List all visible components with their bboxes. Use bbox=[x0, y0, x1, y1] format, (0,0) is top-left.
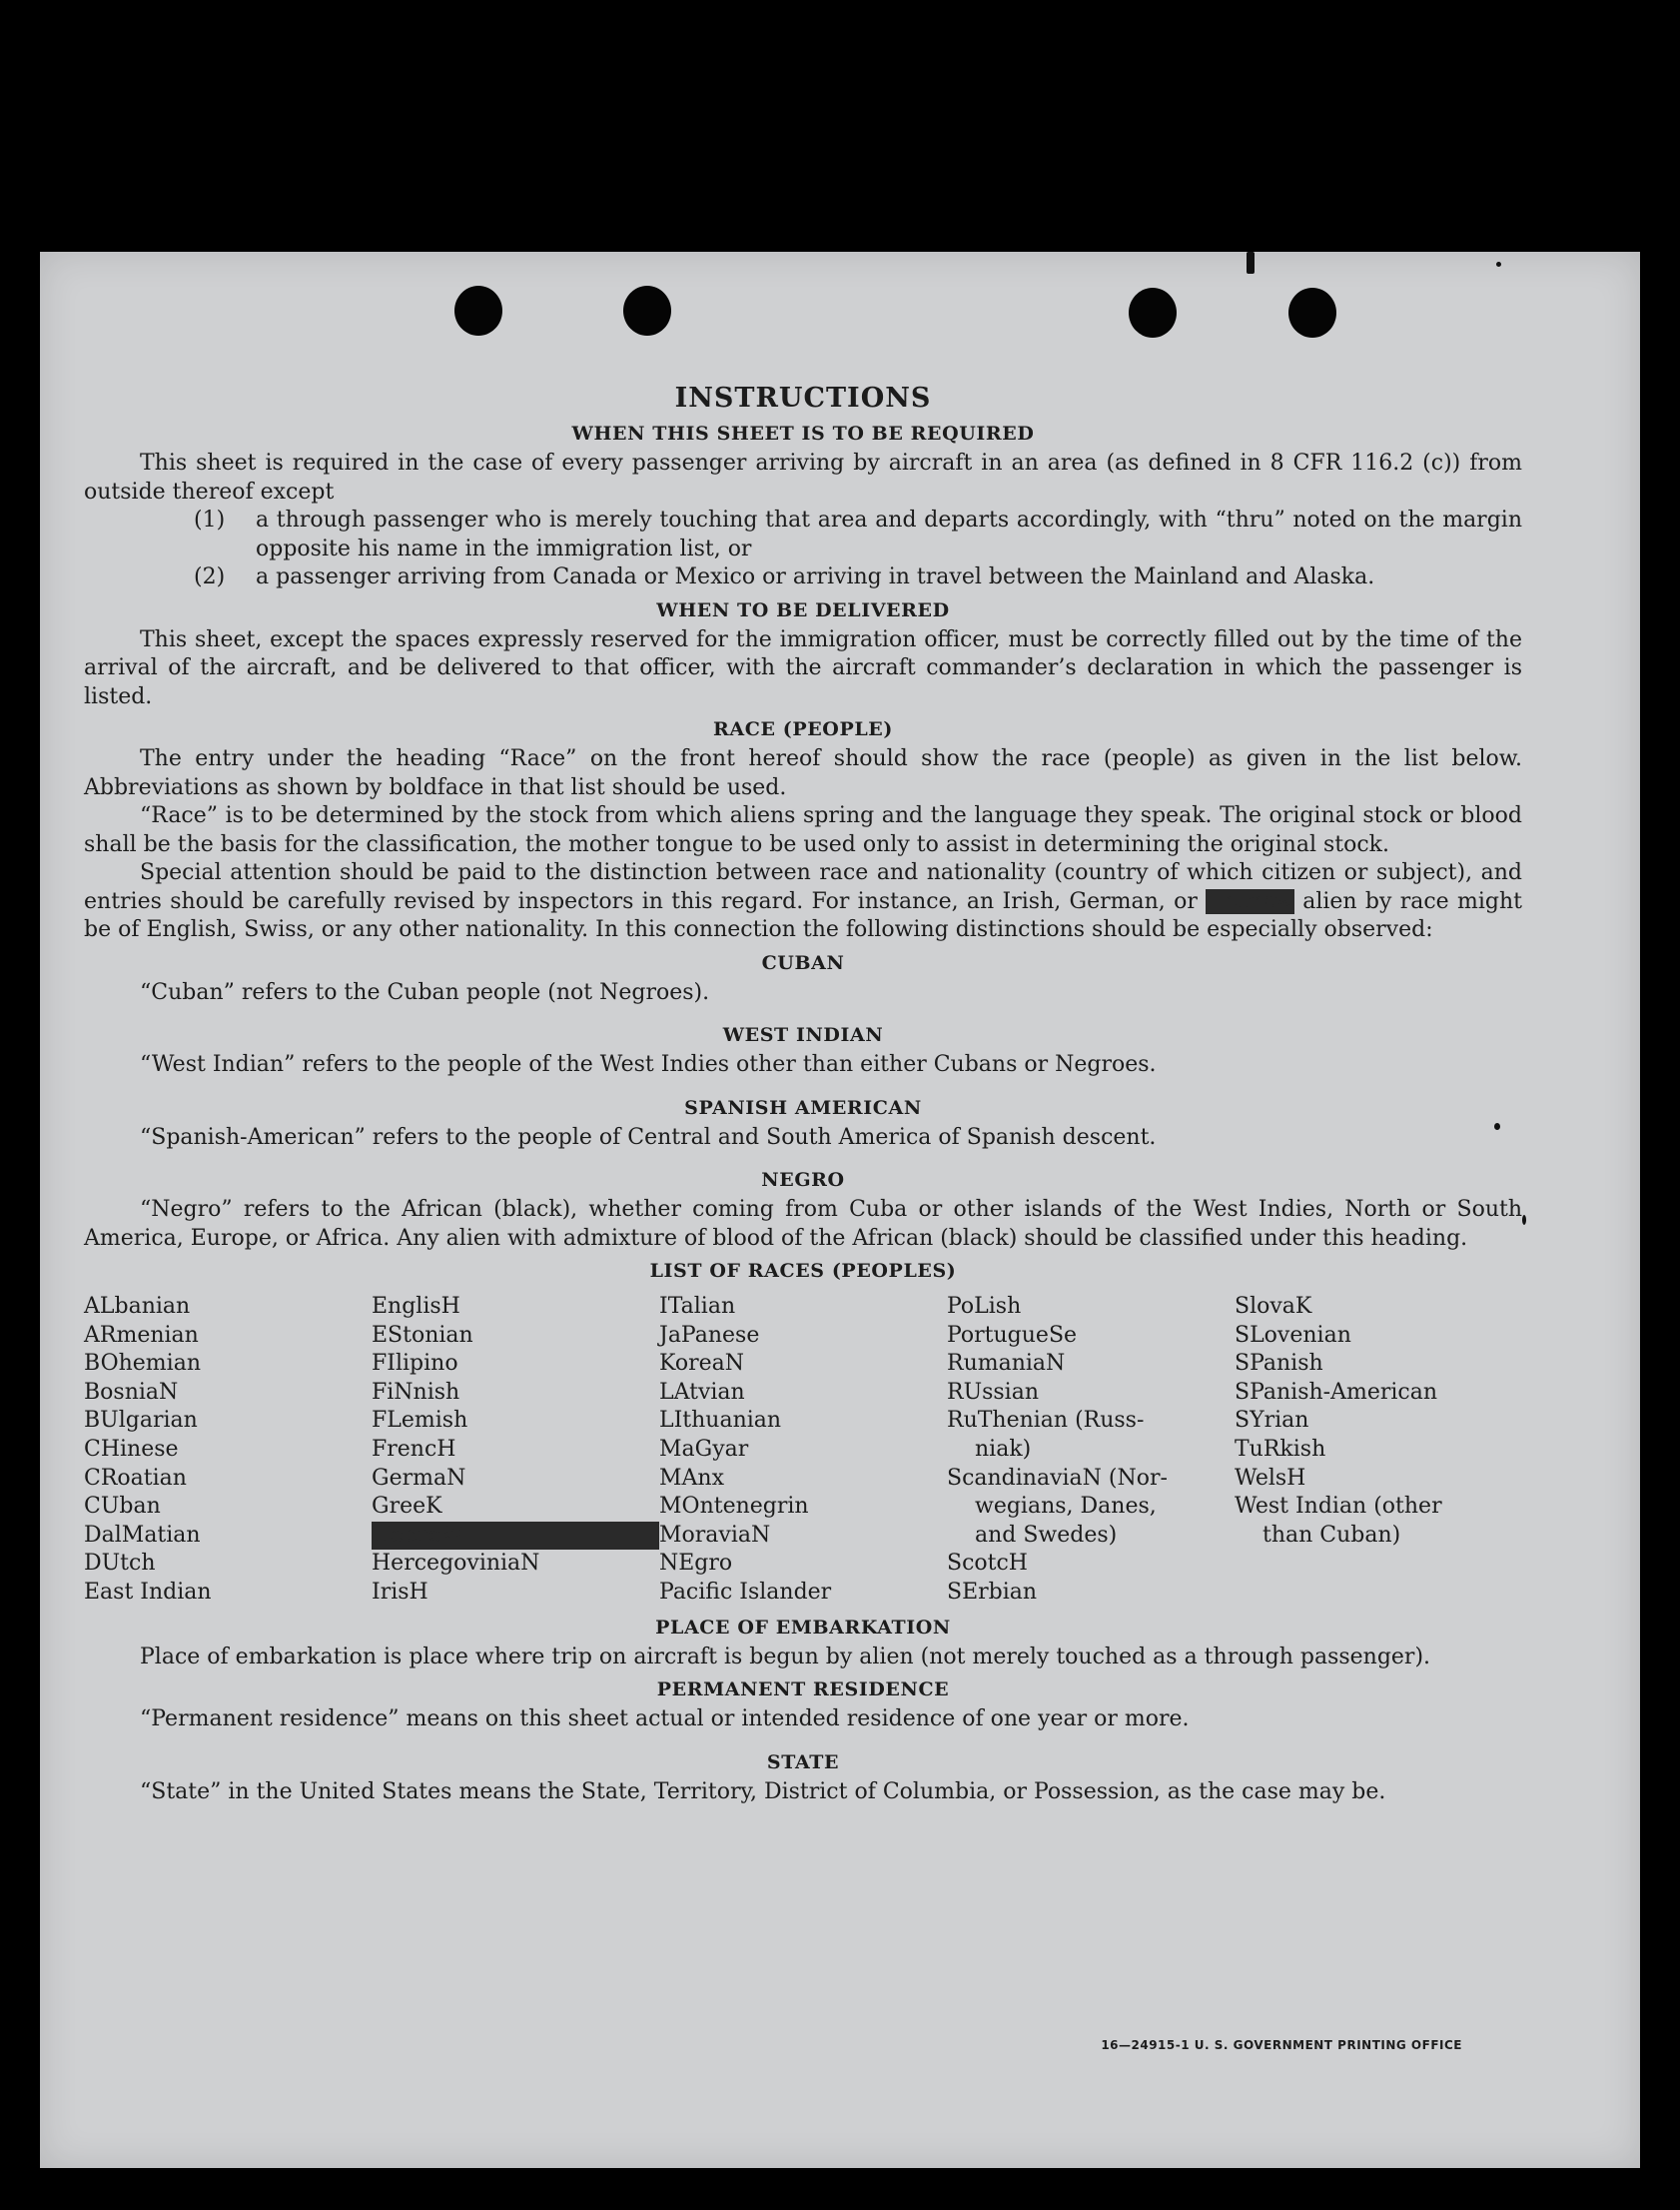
section-heading-west-indian: WEST INDIAN bbox=[722, 1024, 884, 1046]
struck-word: Hebrew bbox=[1206, 888, 1294, 914]
race-entry: JaPanese bbox=[659, 1322, 760, 1348]
race-entry: RumaniaN bbox=[947, 1351, 1066, 1377]
item-number: (2) bbox=[194, 564, 226, 589]
race-entry: ARmenian bbox=[84, 1322, 199, 1348]
race-entry: RuThenian (Russ- bbox=[947, 1408, 1145, 1434]
race-entry: FLemish bbox=[372, 1408, 468, 1434]
race-column bbox=[372, 1293, 659, 1608]
section-heading-spanish-american: SPANISH AMERICAN bbox=[684, 1096, 922, 1119]
ink-speck bbox=[1496, 262, 1501, 267]
spanish-american-text: “Spanish-American” refers to the people of Central and South America of Spanish descent. bbox=[140, 1124, 1157, 1150]
race-entry: ScandinaviaN (Nor- bbox=[947, 1465, 1168, 1491]
punch-hole bbox=[1288, 288, 1336, 338]
race-entry: BosniaN bbox=[84, 1379, 179, 1405]
race-entry: ITalian bbox=[659, 1294, 736, 1319]
race-entry: KoreaN bbox=[659, 1351, 744, 1377]
race-entry: and Swedes) bbox=[975, 1522, 1118, 1548]
punch-hole bbox=[623, 286, 671, 336]
section-heading-negro: NEGRO bbox=[761, 1169, 845, 1191]
race-column bbox=[659, 1293, 947, 1608]
race-entry: SPanish-American bbox=[1235, 1379, 1438, 1405]
race-entry: LAtvian bbox=[659, 1379, 745, 1405]
race-entry: PortugueSe bbox=[947, 1322, 1078, 1348]
race-entry: GermaN bbox=[372, 1465, 466, 1491]
punch-hole bbox=[1129, 288, 1177, 338]
race-entry: MoraviaN bbox=[659, 1522, 771, 1548]
race-entry: HebreW bbox=[372, 1522, 659, 1551]
race-entry: than Cuban) bbox=[1262, 1522, 1401, 1548]
race-paragraph-3-start: Special attention should be paid to the distinction between race and nationality (country of which citizen or subject), and entries should be carefully revised by inspectors in this regard. For instance, an Irish, German, or bbox=[84, 860, 1522, 914]
race-entry: ALbanian bbox=[84, 1294, 191, 1319]
race-entry: CHinese bbox=[84, 1436, 179, 1462]
race-column bbox=[84, 1293, 372, 1608]
section-heading-delivered: WHEN TO BE DELIVERED bbox=[656, 598, 950, 621]
race-entry: FIlipino bbox=[372, 1351, 458, 1377]
race-entry: LIthuanian bbox=[659, 1408, 782, 1434]
race-entry: NEgro bbox=[659, 1551, 733, 1577]
delivered-text: This sheet, except the spaces expressly reserved for the immigration officer, must be correctly filled out by the time of the arrival of the aircraft, and be delivered to that officer, with the aircraft commander’s declaration in which the passenger is listed. bbox=[84, 626, 1522, 709]
race-entry: SErbian bbox=[947, 1579, 1038, 1605]
race-entry: ScotcH bbox=[947, 1551, 1028, 1577]
section-heading-required: WHEN THIS SHEET IS TO BE REQUIRED bbox=[571, 423, 1035, 445]
race-list bbox=[84, 1293, 1522, 1608]
race-entry: BOhemian bbox=[84, 1351, 201, 1377]
race-entry: MOntenegrin bbox=[659, 1494, 809, 1520]
section-heading-cuban: CUBAN bbox=[761, 951, 845, 974]
exception-item bbox=[84, 563, 1522, 592]
race-entry: IrisH bbox=[372, 1579, 428, 1605]
race-entry: MAnx bbox=[659, 1465, 724, 1491]
race-entry: Pacific Islander bbox=[659, 1579, 832, 1605]
race-entry: wegians, Danes, bbox=[975, 1494, 1157, 1520]
race-column bbox=[1235, 1293, 1522, 1608]
race-entry: FrencH bbox=[372, 1436, 456, 1462]
race-entry: GreeK bbox=[372, 1494, 442, 1520]
item-text: a through passenger who is merely touching that area and departs accordingly, with “thru” noted on the margin opposite his name in the immigration list, or bbox=[256, 508, 1522, 561]
race-entry: DUtch bbox=[84, 1551, 156, 1577]
race-entry: West Indian (other bbox=[1235, 1494, 1442, 1520]
race-entry: SLovenian bbox=[1235, 1322, 1351, 1348]
section-heading-embarkation: PLACE OF EMBARKATION bbox=[655, 1616, 951, 1639]
section-heading-state: STATE bbox=[766, 1750, 840, 1773]
race-entry: CRoatian bbox=[84, 1465, 187, 1491]
residence-text: “Permanent residence” means on this sheet actual or intended residence of one year or more. bbox=[140, 1706, 1190, 1732]
section-heading-list-of-races: LIST OF RACES (PEOPLES) bbox=[649, 1260, 957, 1282]
ink-speck bbox=[1247, 252, 1255, 274]
embarkation-text: Place of embarkation is place where trip on aircraft is begun by alien (not merely touched as a through passenger). bbox=[140, 1644, 1431, 1669]
ink-speck bbox=[1522, 1215, 1526, 1225]
race-entry: RUssian bbox=[947, 1379, 1040, 1405]
race-entry: EStonian bbox=[372, 1322, 473, 1348]
page-title: INSTRUCTIONS bbox=[674, 383, 932, 414]
section-heading-residence: PERMANENT RESIDENCE bbox=[656, 1678, 950, 1701]
race-paragraph-2: “Race” is to be determined by the stock from which aliens spring and the language they speak. The original stock or blood shall be the basis for the classification, the mother tongue to be used only to assist in determining the original stock. bbox=[84, 803, 1522, 857]
race-entry: DalMatian bbox=[84, 1522, 201, 1548]
race-entry: MaGyar bbox=[659, 1436, 749, 1462]
race-entry: HercegoviniaN bbox=[372, 1551, 540, 1577]
instructions-content bbox=[84, 382, 1522, 1806]
race-entry: SYrian bbox=[1235, 1408, 1309, 1434]
race-entry: BUlgarian bbox=[84, 1408, 198, 1434]
race-paragraph-1: The entry under the heading “Race” on the front hereof should show the race (people) as given in the list below. Abbreviations as shown by boldface in that list should be used. bbox=[84, 746, 1522, 800]
race-entry: FiNnish bbox=[372, 1379, 460, 1405]
state-text: “State” in the United States means the State, Territory, District of Columbia, or Possession, as the case may be. bbox=[140, 1778, 1386, 1804]
race-column bbox=[947, 1293, 1235, 1608]
race-entry: EnglisH bbox=[372, 1294, 460, 1319]
section-heading-race: RACE (PEOPLE) bbox=[713, 718, 893, 740]
race-entry: WelsH bbox=[1235, 1465, 1306, 1491]
race-entry: SPanish bbox=[1235, 1351, 1323, 1377]
printing-office-code: 16—24915-1 U. S. GOVERNMENT PRINTING OFFICE bbox=[1101, 2038, 1462, 2052]
race-entry: niak) bbox=[975, 1436, 1032, 1462]
negro-text: “Negro” refers to the African (black), whether coming from Cuba or other islands of the West Indies, North or South America, Europe, or Africa. Any alien with admixture of blood of the African (black) should be classified under this heading. bbox=[84, 1197, 1522, 1251]
race-entry: East Indian bbox=[84, 1579, 212, 1605]
exception-item bbox=[84, 507, 1522, 563]
document-sheet bbox=[40, 252, 1640, 2168]
race-paragraph-3 bbox=[84, 859, 1522, 945]
required-intro: This sheet is required in the case of every passenger arriving by aircraft in an area (as defined in 8 CFR 116.2 (c)) from outside thereof except bbox=[84, 451, 1522, 505]
race-entry: CUban bbox=[84, 1494, 161, 1520]
race-entry: TuRkish bbox=[1235, 1436, 1326, 1462]
cuban-text: “Cuban” refers to the Cuban people (not Negroes). bbox=[140, 979, 710, 1005]
race-paragraph-3-end: alien by race might be of English, Swiss, or any other nationality. In this connection the following distinctions should be especially observed: bbox=[84, 888, 1523, 942]
item-number: (1) bbox=[194, 508, 226, 533]
item-text: a passenger arriving from Canada or Mexico or arriving in travel between the Mainland and Alaska. bbox=[256, 564, 1375, 589]
west-indian-text: “West Indian” refers to the people of the West Indies other than either Cubans or Negroes. bbox=[140, 1052, 1157, 1077]
punch-hole bbox=[454, 286, 502, 336]
race-entry: PoLish bbox=[947, 1294, 1022, 1319]
race-entry: SlovaK bbox=[1235, 1294, 1312, 1319]
